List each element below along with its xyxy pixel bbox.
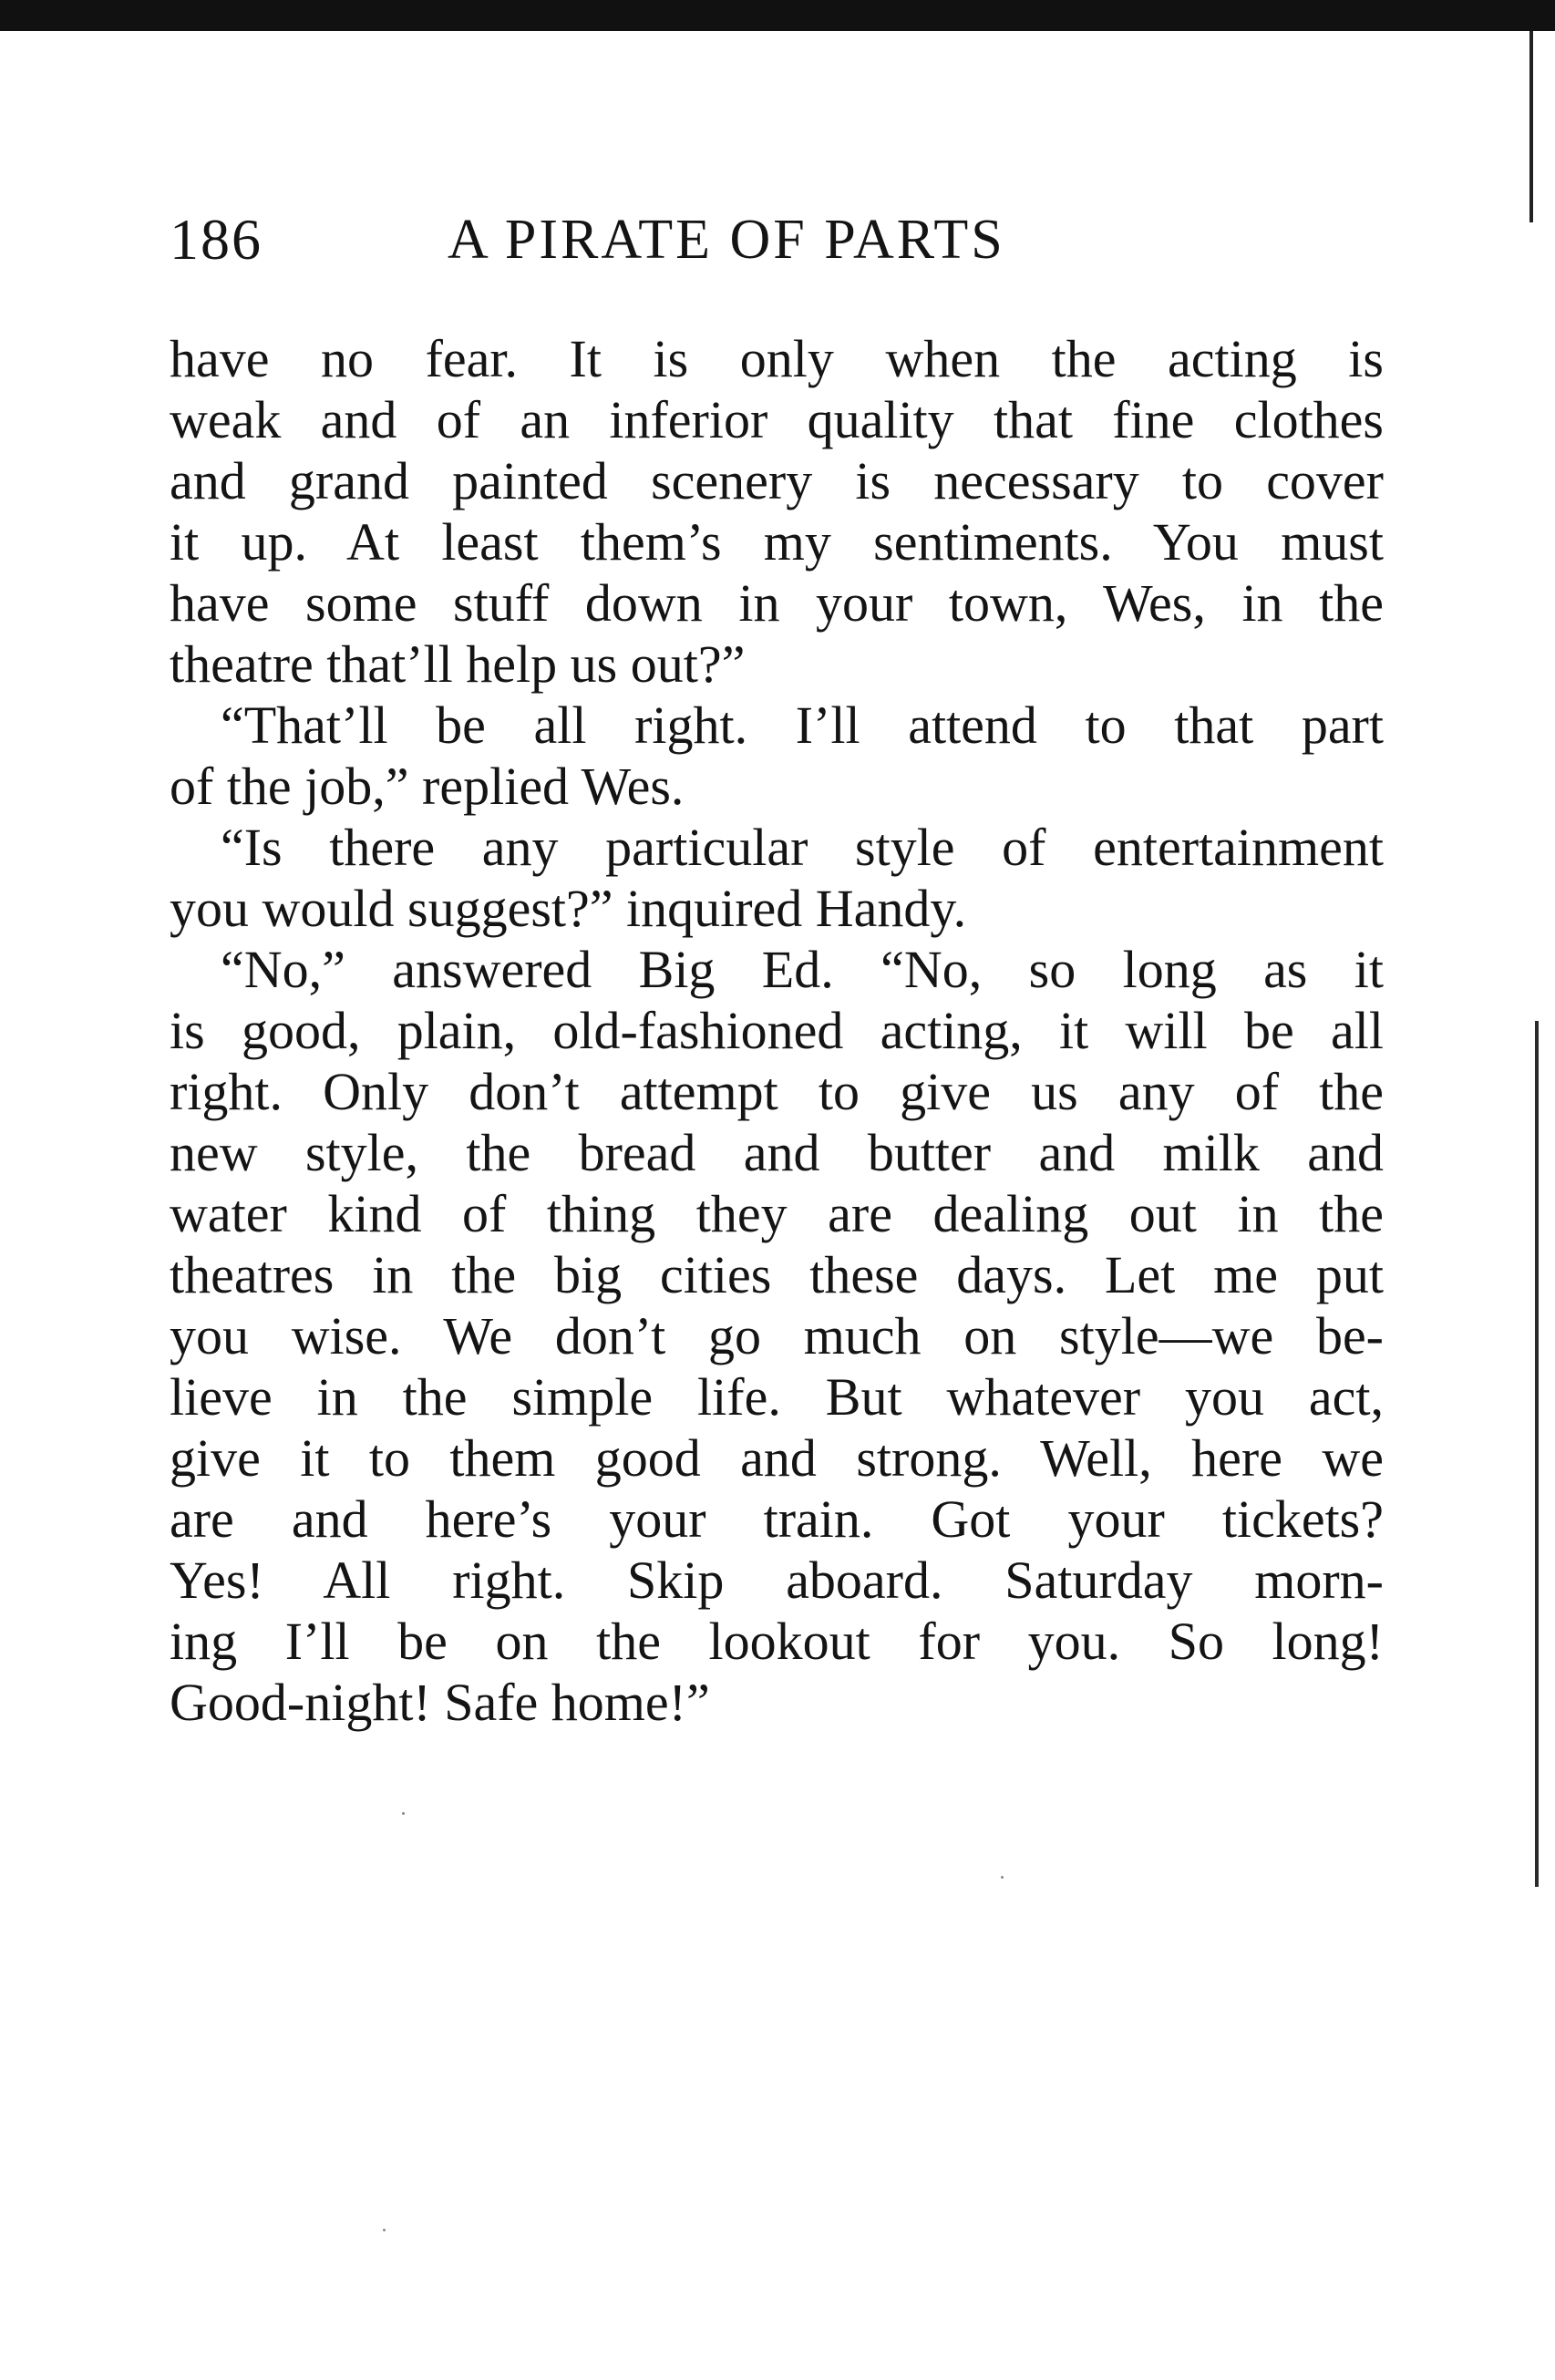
text-line: is good, plain, old-fashioned acting, it will be all [170, 1001, 1384, 1060]
text-line: give it to them good and strong. Well, here we [170, 1428, 1384, 1488]
top-border [0, 0, 1555, 31]
text-line: of the job,” replied Wes. [170, 757, 685, 816]
text-line: Good-night! Safe home!” [170, 1673, 710, 1732]
text-line: right. Only don’t attempt to give us any of the [170, 1062, 1384, 1121]
text-line: lieve in the simple life. But whatever you act, [170, 1367, 1384, 1427]
text-line: weak and of an inferior quality that fine clothes [170, 390, 1384, 449]
text-line: you would suggest?” inquired Handy. [170, 879, 967, 938]
text-line: are and here’s your train. Got your tickets? [170, 1489, 1384, 1549]
text-line: ing I’ll be on the lookout for you. So long! [170, 1612, 1384, 1671]
text-line: and grand painted scenery is necessary to cover [170, 451, 1384, 510]
page-edge-shadow-lower [1535, 1021, 1539, 1887]
text-line: Yes! All right. Skip aboard. Saturday morn- [170, 1551, 1384, 1610]
page-edge-shadow [1529, 31, 1533, 222]
text-line: you wise. We don’t go much on style—we be- [170, 1306, 1384, 1365]
text-line: it up. At least them’s my sentiments. You must [170, 512, 1384, 572]
text-line: “No,” answered Big Ed. “No, so long as it [221, 940, 1384, 999]
text-line: new style, the bread and butter and milk and [170, 1123, 1384, 1182]
running-title: A PIRATE OF PARTS [448, 209, 1005, 271]
text-line: theatres in the big cities these days. Let me put [170, 1245, 1384, 1304]
text-line: theatre that’ll help us out?” [170, 634, 746, 694]
body-text [170, 328, 1384, 1733]
text-line: “Is there any particular style of entertainment [221, 818, 1384, 877]
text-line: “That’ll be all right. I’ll attend to that part [221, 695, 1384, 755]
page-header [170, 199, 1391, 281]
page-number: 186 [170, 207, 263, 272]
text-line: have some stuff down in your town, Wes, in the [170, 573, 1384, 633]
text-line: water kind of thing they are dealing out in the [170, 1184, 1384, 1243]
text-line: have no fear. It is only when the acting is [170, 329, 1384, 388]
